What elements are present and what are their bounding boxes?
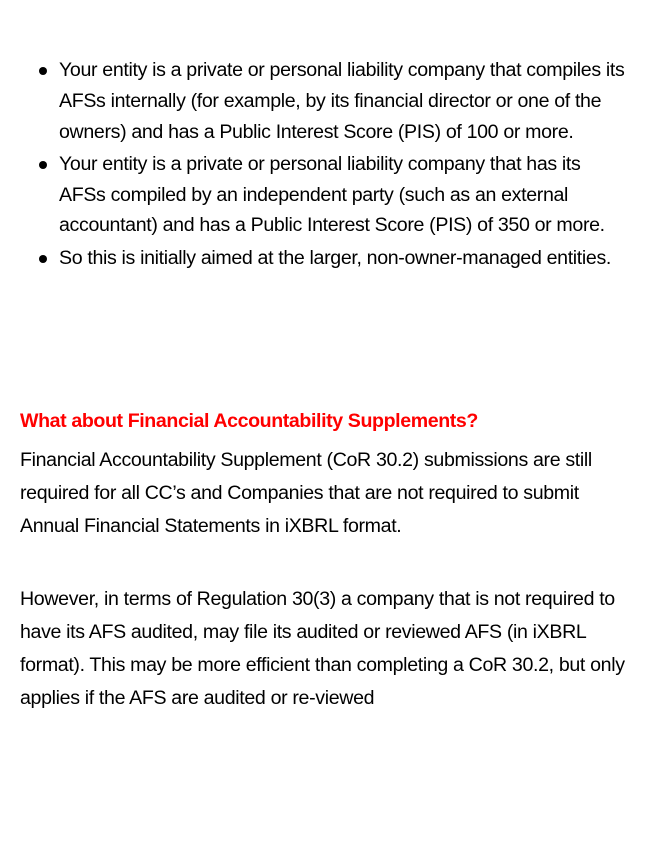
bullet-text: Your entity is a private or personal liability company that compiles its AFSs internally (for example, by its financial director or one of the owners) and has a Public Interest Score (PIS) of 100 or more. bbox=[59, 59, 625, 143]
bullet-list bbox=[0, 55, 650, 275]
bullet-dot-icon bbox=[39, 161, 47, 169]
bullet-item bbox=[0, 243, 650, 274]
bullet-item bbox=[0, 55, 650, 147]
bullet-dot-icon bbox=[39, 67, 47, 75]
bullet-text: So this is initially aimed at the larger, non-owner-managed entities. bbox=[59, 246, 611, 269]
paragraph-regulation: However, in terms of Regulation 30(3) a company that is not required to have its AFS audited, may file its audited or reviewed AFS (in iXBRL format). This may be more efficient than completing a CoR 30.2, but only applies if the AFS are audited or re-viewed bbox=[20, 588, 625, 709]
section-heading: What about Financial Accountability Supplements? bbox=[20, 410, 478, 432]
paragraph-financial-supplement: Financial Accountability Supplement (CoR 30.2) submissions are still required for all CC’s and Companies that are not required to submit Annual Financial Statements in iXBRL format. bbox=[20, 449, 592, 537]
bullet-text: Your entity is a private or personal liability company that has its AFSs compiled by an independent party (such as an external accountant) and has a Public Interest Score (PIS) of 350 or more. bbox=[59, 152, 605, 237]
bullet-item bbox=[0, 149, 650, 241]
bullet-dot-icon bbox=[39, 255, 47, 263]
